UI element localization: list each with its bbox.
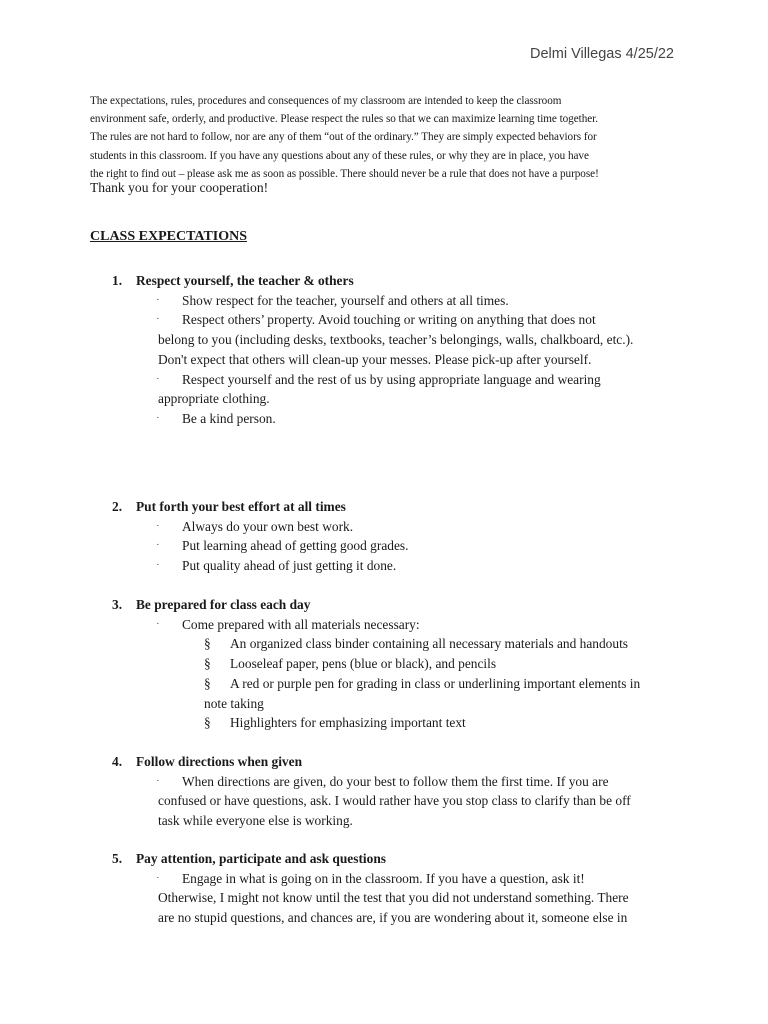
bullet-dot: · <box>156 372 160 385</box>
bullet-continuation: confused or have questions, ask. I would rather have you stop class to clarify than be off <box>158 793 631 809</box>
bullet-item <box>112 556 687 576</box>
rule-heading <box>112 595 687 615</box>
sub-bullet-item <box>112 674 687 694</box>
bullet-text: Respect others’ property. Avoid touching or writing on anything that does not <box>182 312 596 328</box>
bullet-dot: · <box>156 871 160 884</box>
bullet-item <box>112 370 687 390</box>
rule-number: 3. <box>112 597 123 612</box>
bullet-item <box>112 409 687 429</box>
sub-bullet-text: Highlighters for emphasizing important text <box>230 715 466 731</box>
sub-bullet-continuation: note taking <box>204 695 264 711</box>
bullet-continuation: belong to you (including desks, textbooks, teacher’s belongings, walls, chalkboard, etc.). <box>158 332 634 348</box>
sub-bullet-text: A red or purple pen for grading in class or underlining important elements in <box>230 675 641 691</box>
bullet-continuation: task while everyone else is working. <box>158 813 353 829</box>
rule-number: 4. <box>112 754 123 769</box>
bullet-item <box>112 615 687 635</box>
bullet-item <box>112 517 687 537</box>
sub-bullet-item <box>112 654 687 674</box>
bullet-text: Show respect for the teacher, yourself and others at all times. <box>182 292 509 308</box>
rule-title: Follow directions when given <box>136 754 303 769</box>
bullet-dot: · <box>156 559 160 572</box>
rule-title: Put forth your best effort at all times <box>136 499 346 514</box>
bullet-text: Be a kind person. <box>182 410 276 426</box>
rule-heading <box>112 497 687 517</box>
rule-title: Respect yourself, the teacher & others <box>136 273 354 288</box>
rule-1 <box>112 271 687 429</box>
bullet-text: Put quality ahead of just getting it done. <box>182 558 397 574</box>
intro-line: The rules are not hard to follow, nor are any of them “out of the ordinary.” They are simply expected behaviors for <box>90 131 597 144</box>
rule-heading <box>112 271 687 291</box>
bullet-text: Put learning ahead of getting good grades. <box>182 538 409 554</box>
bullet-continuation: Otherwise, I might not know until the test that you did not understand something. There <box>158 890 629 906</box>
bullet-dot: · <box>156 539 160 552</box>
intro-paragraph <box>90 92 690 183</box>
section-title: CLASS EXPECTATIONS <box>90 229 248 244</box>
bullet-dot: · <box>156 774 160 787</box>
bullet-text: Engage in what is going on in the classroom. If you have a question, ask it! <box>182 870 585 886</box>
bullet-dot: · <box>156 313 160 326</box>
bullet-text: Always do your own best work. <box>182 518 354 534</box>
intro-line: environment safe, orderly, and productive. Please respect the rules so that we can maximize learning time together. <box>90 113 598 126</box>
rule-2 <box>112 497 687 576</box>
author-date-header: Delmi Villegas 4/25/22 <box>529 46 674 62</box>
rule-title: Be prepared for class each day <box>136 597 311 612</box>
sub-bullet-text: An organized class binder containing all necessary materials and handouts <box>230 636 628 652</box>
bullet-dot: · <box>156 617 160 630</box>
intro-line: students in this classroom. If you have any questions about any of these rules, or why they are in place, you have <box>90 149 589 162</box>
section-sign-mark: § <box>204 656 211 672</box>
sub-bullet-item <box>112 713 687 733</box>
bullet-text: When directions are given, do your best to follow them the first time. If you are <box>182 773 609 789</box>
rule-number: 5. <box>112 851 123 866</box>
rule-title: Pay attention, participate and ask questions <box>136 851 386 866</box>
rule-heading <box>112 752 687 772</box>
bullet-text: Respect yourself and the rest of us by using appropriate language and wearing <box>182 371 601 387</box>
thanks-line: Thank you for your cooperation! <box>90 180 269 195</box>
rule-number: 1. <box>112 273 123 288</box>
bullet-item <box>112 869 687 889</box>
bullet-item <box>112 291 687 311</box>
intro-line: The expectations, rules, procedures and consequences of my classroom are intended to keep the classroom <box>90 95 562 107</box>
rule-4 <box>112 752 687 831</box>
bullet-dot: · <box>156 519 160 532</box>
rule-heading <box>112 849 687 869</box>
intro-line: the right to find out – please ask me as soon as possible. There should never be a rule that does not have a purpose! <box>90 167 599 180</box>
bullet-dot: · <box>156 411 160 424</box>
bullet-text: Come prepared with all materials necessary: <box>182 616 420 632</box>
bullet-dot: · <box>156 293 160 306</box>
bullet-continuation: appropriate clothing. <box>158 391 270 407</box>
rule-number: 2. <box>112 499 123 514</box>
section-sign-mark: § <box>204 636 211 652</box>
rule-3 <box>112 595 687 733</box>
bullet-item <box>112 536 687 556</box>
bullet-continuation: are no stupid questions, and chances are, if you are wondering about it, someone else in <box>158 910 628 926</box>
section-sign-mark: § <box>204 675 211 691</box>
bullet-item <box>112 310 687 330</box>
bullet-item <box>112 772 687 792</box>
sub-bullet-text: Looseleaf paper, pens (blue or black), and pencils <box>230 656 497 672</box>
rule-5 <box>112 849 687 928</box>
sub-bullet-item <box>112 634 687 654</box>
bullet-continuation: Don't expect that others will clean-up your messes. Please pick-up after yourself. <box>158 351 592 367</box>
section-sign-mark: § <box>204 715 211 731</box>
